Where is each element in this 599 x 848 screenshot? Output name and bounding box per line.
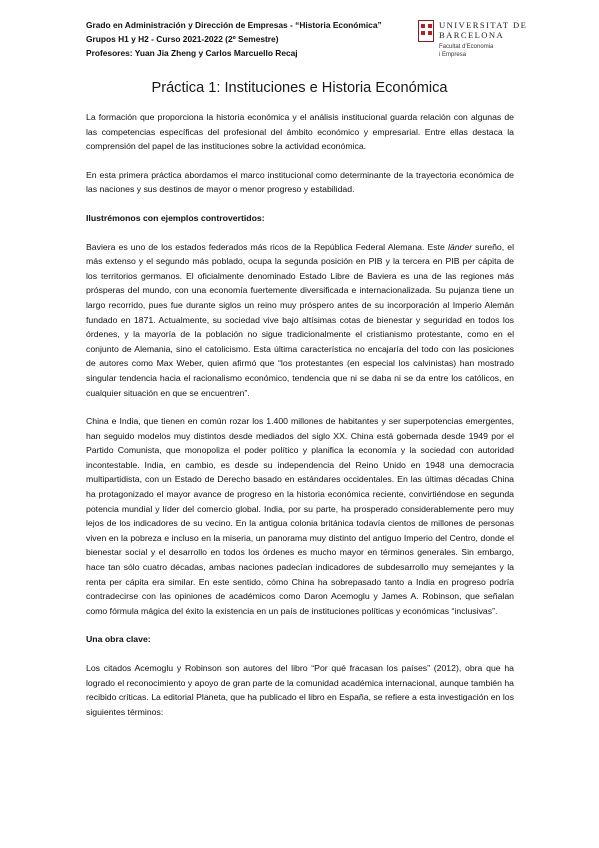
university-seal-icon: [418, 20, 434, 42]
university-name: [439, 20, 539, 40]
scope-paragraph: En esta primera práctica abordamos el marco institucional como determinante de la trayectoria económica de las naciones y sus destinos de mayor o menor progreso y estabilidad.: [86, 169, 514, 195]
faculty-name-line1: Facultat d’Economia: [439, 44, 494, 50]
university-logo: [418, 20, 548, 64]
bavaria-paragraph: [86, 240, 514, 401]
header-course-line: Grado en Administración y Dirección de Empresas - “Historia Económica”: [86, 20, 382, 30]
bavaria-text-start: Baviera es uno de los estados federados más ricos de la República Federal Alemana. Este: [86, 241, 448, 252]
key-work-heading: Una obra clave:: [86, 634, 151, 645]
header-professors-line: Profesores: Yuan Jia Zheng y Carlos Marcuello Recaj: [86, 48, 298, 58]
bavaria-text-rest: sureño, el más extenso y el segundo más poblado, ocupa la segunda posición en PIB y la tercera en PIB per cápita de los territorios germanos. El oficialmente denominado Estado Libre de Baviera es una de las regiones más prósperas del mundo, con una economía fuertemente diversificada e internacionalizada. Su pujanza tiene un largo recorrido, pues fue durante siglos un reino muy próspero antes de su incorporación al Imperio Alemán fundado en 1871. Actualmente, su sociedad vive bajo altísimas cotas de bienestar y seguridad en todos los órdenes, y la mayoría de la población no sigue tradicionalmente el cristianismo protestante, como en el conjunto de Alemania, sino el catolicismo. Esta última característica no encajaría del todo con las posiciones de autores como Max Weber, quien afirmó que “los protestantes (en especial los calvinistas) han mostrado singular tendencia hacia el racionalismo económico, tendencia que ni se daba ni se da entre los católicos, en cualquier situación en que se encuentren”.: [86, 241, 514, 398]
faculty-name: [439, 44, 539, 59]
header-groups-line: Grupos H1 y H2 - Curso 2021-2022 (2º Semestre): [86, 34, 279, 44]
document-title: Práctica 1: Instituciones e Historia Económica: [151, 80, 448, 96]
document-body: [86, 110, 514, 733]
intro-paragraph: La formación que proporciona la historia económica y el análisis institucional guarda relación con algunas de las competencias específicas del profesional del ámbito económico y empresarial. Entre ellas destaca la comprensión del papel de las instituciones sobre la actividad económica.: [86, 112, 514, 152]
document-header: [86, 18, 406, 60]
key-work-paragraph: Los citados Acemoglu y Robinson son autores del libro “Por qué fracasan los países” (2012), obra que ha logrado el reconocimiento y apoyo de gran parte de la comunidad académica internacional, aunque también ha recibido críticas. La editorial Planeta, que ha publicado el libro en España, se refiere a esta investigación en los siguientes términos:: [86, 663, 514, 717]
university-name-line1: UNIVERSITAT DE: [439, 20, 528, 30]
china-india-paragraph: China e India, que tienen en común rozar los 1.400 millones de habitantes y ser superpotencias emergentes, han seguido modelos muy distintos desde mediados del siglo XX. China está gobernada desde 1949 por el Partido Comunista, que monopoliza el poder político y planifica la economía y la sociedad con autoridad incontestable. India, en cambio, es desde su independencia del Reino Unido en 1948 una democracia multipartidista, con un Estado de Derecho basado en estándares occidentales. En las últimas décadas China ha protagonizado el mayor avance de progreso en la historia económica reciente, convirtiéndose en segunda potencia mundial y líder del comercio global. India, por su parte, ha prosperado considerablemente pero muy lejos de los indicadores de su vecino. En la antigua colonia británica todavía cientos de millones de personas viven en la pobreza e incluso en la miseria, un panorama muy distinto del antiguo Imperio del Centro, donde el bienestar social y el desarrollo en todos los órdenes es mucho mayor en términos generales. Sin embargo, hace tan sólo cuatro décadas, ambas naciones padecían indicadores de subdesarrollo muy semejantes y la renta per cápita era similar. En este sentido, cómo China ha sobrepasado tanto a India en progreso podría contradecirse con las opiniones de académicos como Daron Acemoglu y James A. Robinson, que señalan como fórmula mágica del éxito la existencia en un país de instituciones políticas y económicas “inclusivas”.: [86, 416, 514, 616]
bavaria-italic-term: länder: [447, 241, 473, 252]
examples-heading: Ilustrémonos con ejemplos controvertidos:: [86, 212, 265, 223]
university-name-line2: BARCELONA: [439, 30, 505, 40]
faculty-name-line2: i Empresa: [439, 51, 467, 58]
